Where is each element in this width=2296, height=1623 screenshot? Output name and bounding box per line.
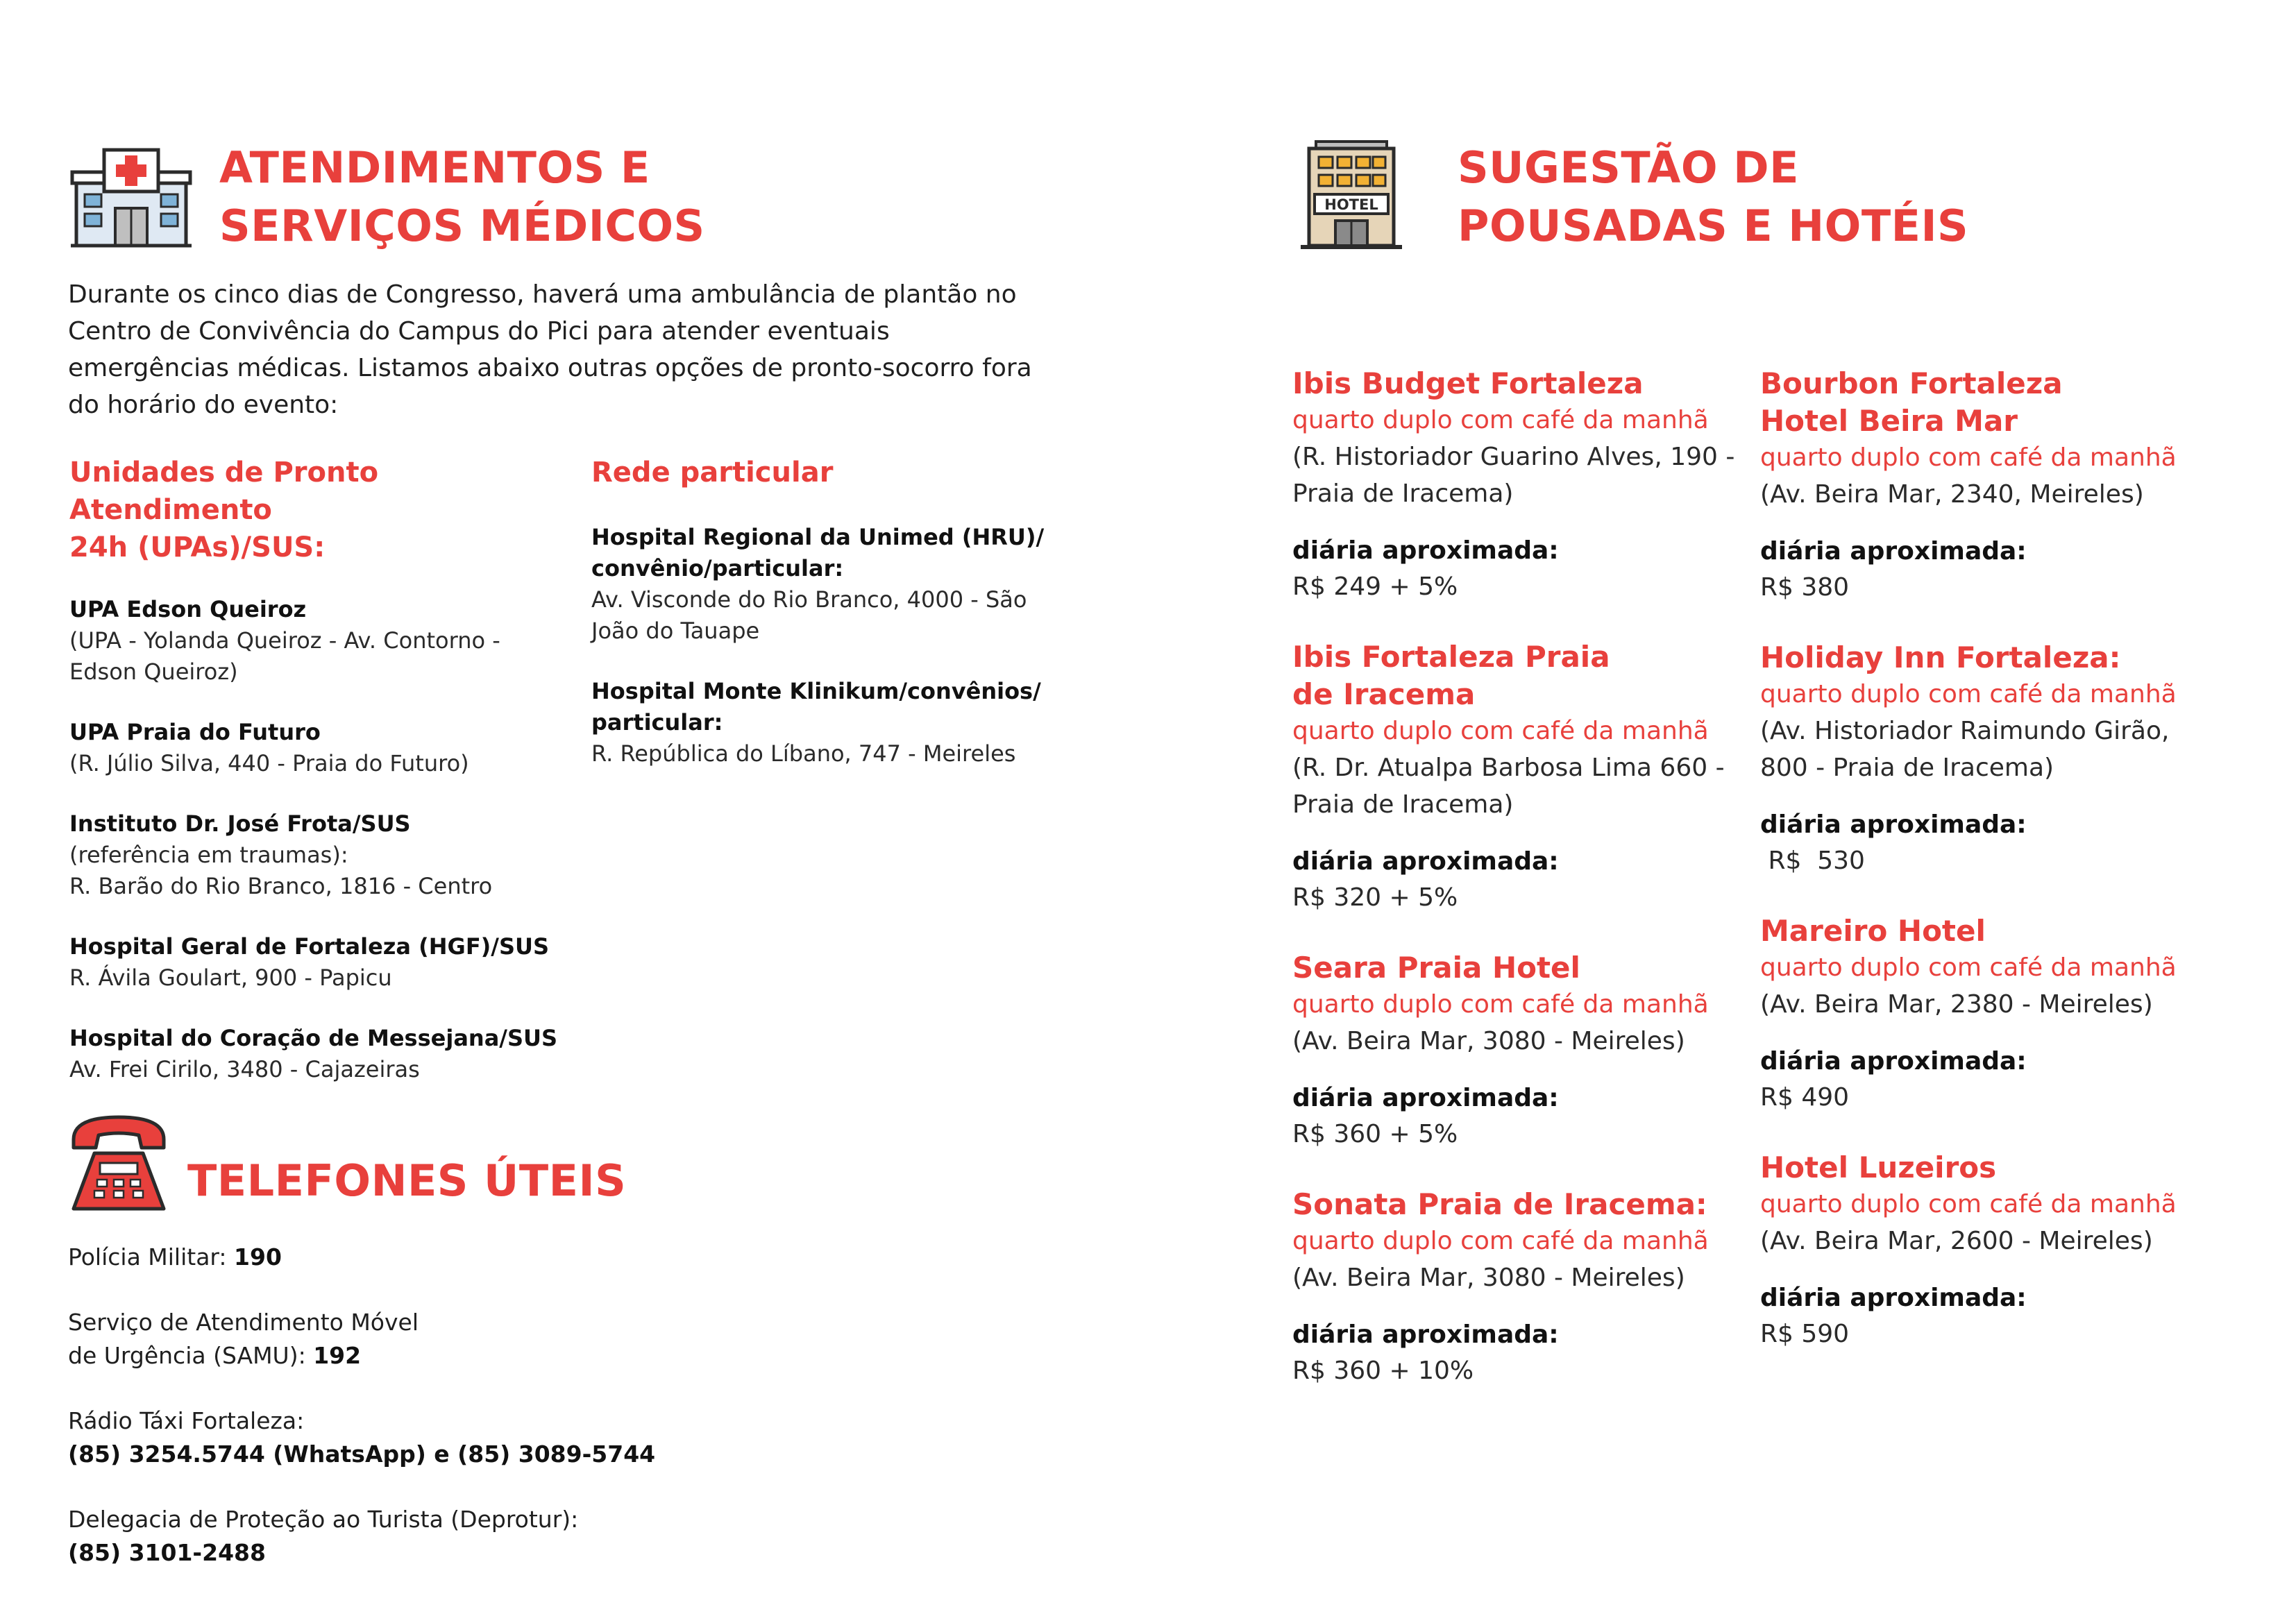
upa-entry [69, 931, 569, 994]
medical-intro: Durante os cinco dias de Congresso, haverá uma ambulância de plantão no Centro de Convivência do Campus do Pici para atender eventuais emergências médicas. Listamos abaixo outras opções de pronto-socorro fora do horário do evento: [68, 280, 1032, 419]
private-column [591, 454, 1063, 799]
hotel-name: Sonata Praia de Iracema: [1292, 1187, 1707, 1221]
private-name: Hospital Monte Klinikum/convênios/ [591, 678, 1041, 704]
hotel-name: Hotel Luzeiros [1760, 1150, 1997, 1184]
hotel-name-cont: Hotel Beira Mar [1760, 404, 2018, 438]
private-entry [591, 522, 1063, 647]
upa-entry [69, 594, 569, 688]
private-name: Hospital Regional da Unimed (HRU)/ [591, 524, 1045, 550]
hotel-price: R$ 320 + 5% [1292, 883, 1458, 912]
phone-number: 190 [234, 1243, 282, 1271]
upas-heading-line2: 24h (UPAs)/SUS: [69, 532, 326, 563]
hotel-address: (Av. Beira Mar, 2380 - Meireles) [1760, 990, 2153, 1019]
hotel-price: R$ 530 [1760, 847, 1865, 875]
phone-number: (85) 3101-2488 [68, 1539, 266, 1566]
upa-address: R. Ávila Goulart, 900 - Papicu [69, 965, 392, 991]
hotel-card [1292, 365, 1750, 605]
hotel-address: (Av. Beira Mar, 2340, Meireles) [1760, 480, 2144, 509]
hotel-room-type: quarto duplo com café da manhã [1760, 1190, 2177, 1218]
phones-list [68, 1241, 1040, 1601]
phone-item [68, 1241, 1040, 1274]
price-label: diária aproximada: [1292, 1084, 1559, 1112]
hotel-card [1292, 949, 1750, 1153]
price-label: diária aproximada: [1292, 847, 1559, 876]
price-label: diária aproximada: [1292, 536, 1559, 565]
private-name-cont: particular: [591, 709, 723, 736]
phone-number: (85) 3254.5744 (WhatsApp) e (85) 3089-5744 [68, 1441, 656, 1468]
hotel-room-type: quarto duplo com café da manhã [1292, 1227, 1709, 1255]
hotel-address: (Av. Beira Mar, 2600 - Meireles) [1760, 1227, 2153, 1255]
hotel-price: R$ 490 [1760, 1083, 1850, 1112]
hotel-address: (Av. Beira Mar, 3080 - Meireles) [1292, 1027, 1685, 1055]
phone-label: Serviço de Atendimento Móvel [68, 1309, 419, 1336]
upas-heading-line1: Unidades de Pronto Atendimento [69, 457, 379, 526]
hotel-name: Ibis Budget Fortaleza [1292, 366, 1644, 400]
hotels-title-line2: POUSADAS E HOTÉIS [1458, 201, 1969, 251]
upa-entry [69, 1023, 569, 1085]
upa-name: Hospital Geral de Fortaleza (HGF)/SUS [69, 933, 550, 960]
hotel-icon-label: HOTEL [1324, 196, 1378, 213]
upa-entry [69, 808, 569, 902]
phone-item [68, 1503, 1040, 1570]
hotel-price: R$ 590 [1760, 1320, 1850, 1348]
phone-label: Polícia Militar: [68, 1243, 235, 1271]
upa-entry [69, 717, 569, 779]
upa-name: Hospital do Coração de Messejana/SUS [69, 1025, 558, 1051]
private-entry [591, 676, 1063, 770]
phones-section-title: TELEFONES ÚTEIS [187, 1155, 627, 1206]
medical-title-line1: ATENDIMENTOS E [219, 142, 650, 193]
private-address-cont: João do Tauape [591, 618, 760, 644]
private-heading: Rede particular [591, 457, 834, 488]
hotels-section-title [1458, 139, 1968, 255]
medical-section-title [219, 139, 705, 255]
hotel-name: Mareiro Hotel [1760, 914, 1986, 948]
hotel-room-type: quarto duplo com café da manhã [1292, 717, 1709, 745]
hotel-name: Bourbon Fortaleza [1760, 366, 2063, 400]
phone-label-cont: de Urgência (SAMU): [68, 1342, 314, 1369]
hotel-card [1760, 912, 2246, 1116]
hotel-building-icon [1299, 139, 1403, 254]
phone-label: Delegacia de Proteção ao Turista (Deprotur): [68, 1506, 579, 1533]
hotel-room-type: quarto duplo com café da manhã [1760, 953, 2177, 982]
hotel-price: R$ 360 + 5% [1292, 1120, 1458, 1148]
upa-note: (referência em traumas): [69, 842, 348, 868]
phone-label: Rádio Táxi Fortaleza: [68, 1407, 305, 1434]
hotel-card [1760, 639, 2246, 879]
hotels-title-line1: SUGESTÃO DE [1458, 142, 1799, 193]
upas-heading [69, 454, 569, 566]
hospital-icon [69, 146, 193, 250]
upa-address-cont: Edson Queiroz) [69, 658, 238, 685]
price-label: diária aproximada: [1760, 1047, 2027, 1076]
price-label: diária aproximada: [1760, 537, 2027, 566]
hotel-address: (R. Dr. Atualpa Barbosa Lima 660 - [1292, 754, 1725, 782]
medical-title-line2: SERVIÇOS MÉDICOS [219, 201, 705, 251]
hotel-price: R$ 249 + 5% [1292, 572, 1458, 601]
private-address: Av. Visconde do Rio Branco, 4000 - São [591, 586, 1027, 613]
hotel-card [1760, 1149, 2246, 1352]
upa-address: (R. Júlio Silva, 440 - Praia do Futuro) [69, 750, 469, 776]
private-name-cont: convênio/particular: [591, 555, 844, 581]
upa-address: Av. Frei Cirilo, 3480 - Cajazeiras [69, 1056, 420, 1082]
hotels-left-column [1292, 365, 1750, 1422]
hotel-room-type: quarto duplo com café da manhã [1292, 990, 1709, 1019]
hotel-address-cont: Praia de Iracema) [1292, 790, 1514, 819]
hotel-card [1292, 638, 1750, 916]
private-address: R. República do Líbano, 747 - Meireles [591, 740, 1016, 767]
phone-item [68, 1404, 1040, 1471]
phone-number: 192 [313, 1342, 362, 1369]
hotel-address: (Av. Beira Mar, 3080 - Meireles) [1292, 1264, 1685, 1292]
hotel-name-cont: de Iracema [1292, 677, 1476, 711]
hotel-room-type: quarto duplo com café da manhã [1760, 443, 2177, 472]
hotel-address: (R. Historiador Guarino Alves, 190 - [1292, 443, 1735, 471]
hotel-address-cont: Praia de Iracema) [1292, 479, 1514, 508]
hotel-name: Ibis Fortaleza Praia [1292, 640, 1610, 674]
upa-name: Instituto Dr. José Frota/SUS [69, 810, 411, 837]
phone-item [68, 1306, 1040, 1373]
telephone-icon [67, 1112, 171, 1216]
hotel-card [1760, 365, 2246, 606]
upa-address: (UPA - Yolanda Queiroz - Av. Contorno - [69, 627, 500, 654]
upa-name: UPA Praia do Futuro [69, 719, 321, 745]
hotels-right-column [1760, 365, 2246, 1386]
upa-address: R. Barão do Rio Branco, 1816 - Centro [69, 873, 493, 899]
hotel-name: Seara Praia Hotel [1292, 951, 1580, 985]
price-label: diária aproximada: [1760, 1284, 2027, 1312]
price-label: diária aproximada: [1760, 810, 2027, 839]
hotel-address: (Av. Historiador Raimundo Girão, [1760, 717, 2170, 745]
hotel-price: R$ 380 [1760, 573, 1850, 602]
hotel-address-cont: 800 - Praia de Iracema) [1760, 754, 2054, 782]
hotel-room-type: quarto duplo com café da manhã [1760, 680, 2177, 708]
price-label: diária aproximada: [1292, 1320, 1559, 1349]
hotel-name: Holiday Inn Fortaleza: [1760, 640, 2121, 674]
hotel-price: R$ 360 + 10% [1292, 1357, 1474, 1385]
hotel-room-type: quarto duplo com café da manhã [1292, 406, 1709, 434]
upas-column [69, 454, 569, 1114]
hotel-card [1292, 1186, 1750, 1389]
upa-name: UPA Edson Queiroz [69, 596, 307, 622]
